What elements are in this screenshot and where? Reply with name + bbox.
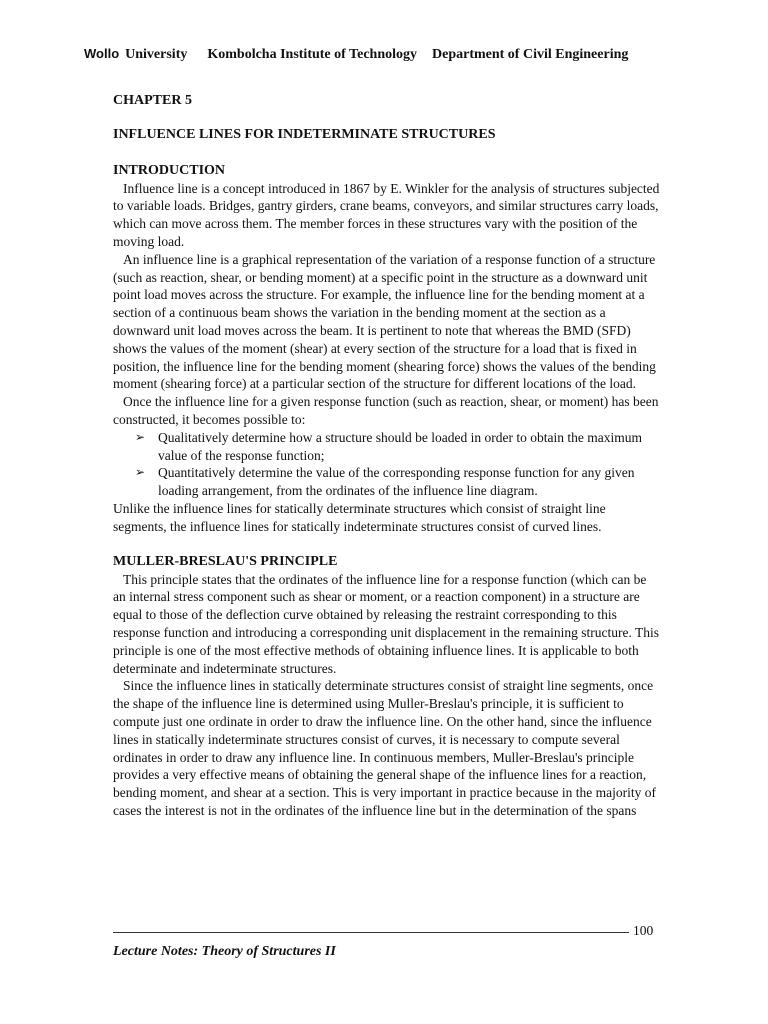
header-department: Department of Civil Engineering	[432, 47, 629, 62]
header-org-short: Wollo	[84, 46, 120, 61]
header-institute: Kombolcha Institute of Technology	[207, 47, 417, 62]
chapter-number: CHAPTER 5	[113, 93, 192, 108]
muller-paragraph: This principle states that the ordinates of the influence line for a response function (which can be an internal stress component such as shear or moment, or a reaction component) in a structure are equal to those of the deflection curve obtained by releasing the restraint corresponding to this response function and introducing a corresponding unit displacement in the remaining structure. This principle is one of the most effective methods of obtaining influence lines. It is applicable to both determinate and indeterminate structures.	[113, 571, 659, 676]
section-heading-muller-breslau: MULLER-BRESLAU'S PRINCIPLE	[113, 553, 338, 569]
intro-paragraph: An influence line is a graphical representation of the variation of a response function of a structure (such as reaction, shear, or bending moment) at a specific point in the structure as a downward unit point load moves across the structure. For example, the influence line for the bending moment at a section of a continuous beam shows the variation in the bending moment at the section as a downward unit load moves across the beam. It is pertinent to note that whereas the BMD (SFD) shows the values of the moment (shear) at every section of the structure for a load that is fixed in position, the influence line for the bending moment (shearing force) shows the values of the bending moment (shearing force) at a particular section of the structure for different locations of the load.	[113, 251, 656, 392]
bullet-list	[113, 429, 661, 500]
footer-course-title: Lecture Notes: Theory of Structures II	[113, 944, 336, 959]
header-university: University	[125, 47, 188, 62]
list-item-text: Quantitatively determine the value of the corresponding response function for any given loading arrangement, from the ordinates of the influence line diagram.	[158, 465, 635, 499]
arrow-bullet-icon: ➢	[135, 429, 146, 444]
chapter-title: INFLUENCE LINES FOR INDETERMINATE STRUCTURES	[113, 126, 496, 142]
muller-paragraph: Since the influence lines in statically determinate structures consist of straight line segments, once the shape of the influence line is determined using Muller-Breslau's principle, it is sufficient to compute just one ordinate in order to draw the influence line. On the other hand, since the influence lines in statically indeterminate structures consist of curves, it is necessary to compute several ordinates in order to draw any influence line. In continuous members, Muller-Breslau's principle provides a very effective means of obtaining the general shape of the influence lines for a reaction, bending moment, and shear at a section. This is very important in practice because in the majority of cases the interest is not in the ordinates of the influence line but in the determination of the spans	[113, 678, 656, 818]
arrow-bullet-icon: ➢	[135, 465, 146, 480]
page-body	[113, 92, 661, 820]
list-item	[135, 429, 661, 465]
page-header	[84, 46, 678, 63]
footer-divider	[113, 932, 629, 933]
intro-paragraph: Influence line is a concept introduced in 1867 by E. Winkler for the analysis of structures subjected to variable loads. Bridges, gantry girders, crane beams, conveyors, and similar structures carry loads, which can move across them. The member forces in these structures vary with the position of the moving load.	[113, 180, 660, 249]
intro-paragraph: Once the influence line for a given response function (such as reaction, shear, or moment) has been constructed, it becomes possible to:	[113, 394, 659, 427]
list-item-text: Qualitatively determine how a structure should be loaded in order to obtain the maximum value of the response function;	[158, 429, 642, 463]
intro-closing-paragraph: Unlike the influence lines for statically determinate structures which consist of straight line segments, the influence lines for statically indeterminate structures consist of curved lines.	[113, 500, 606, 534]
page-number: 100	[633, 923, 654, 938]
section-heading-introduction: INTRODUCTION	[113, 162, 226, 178]
section-spacer	[113, 536, 661, 553]
list-item	[135, 464, 661, 500]
